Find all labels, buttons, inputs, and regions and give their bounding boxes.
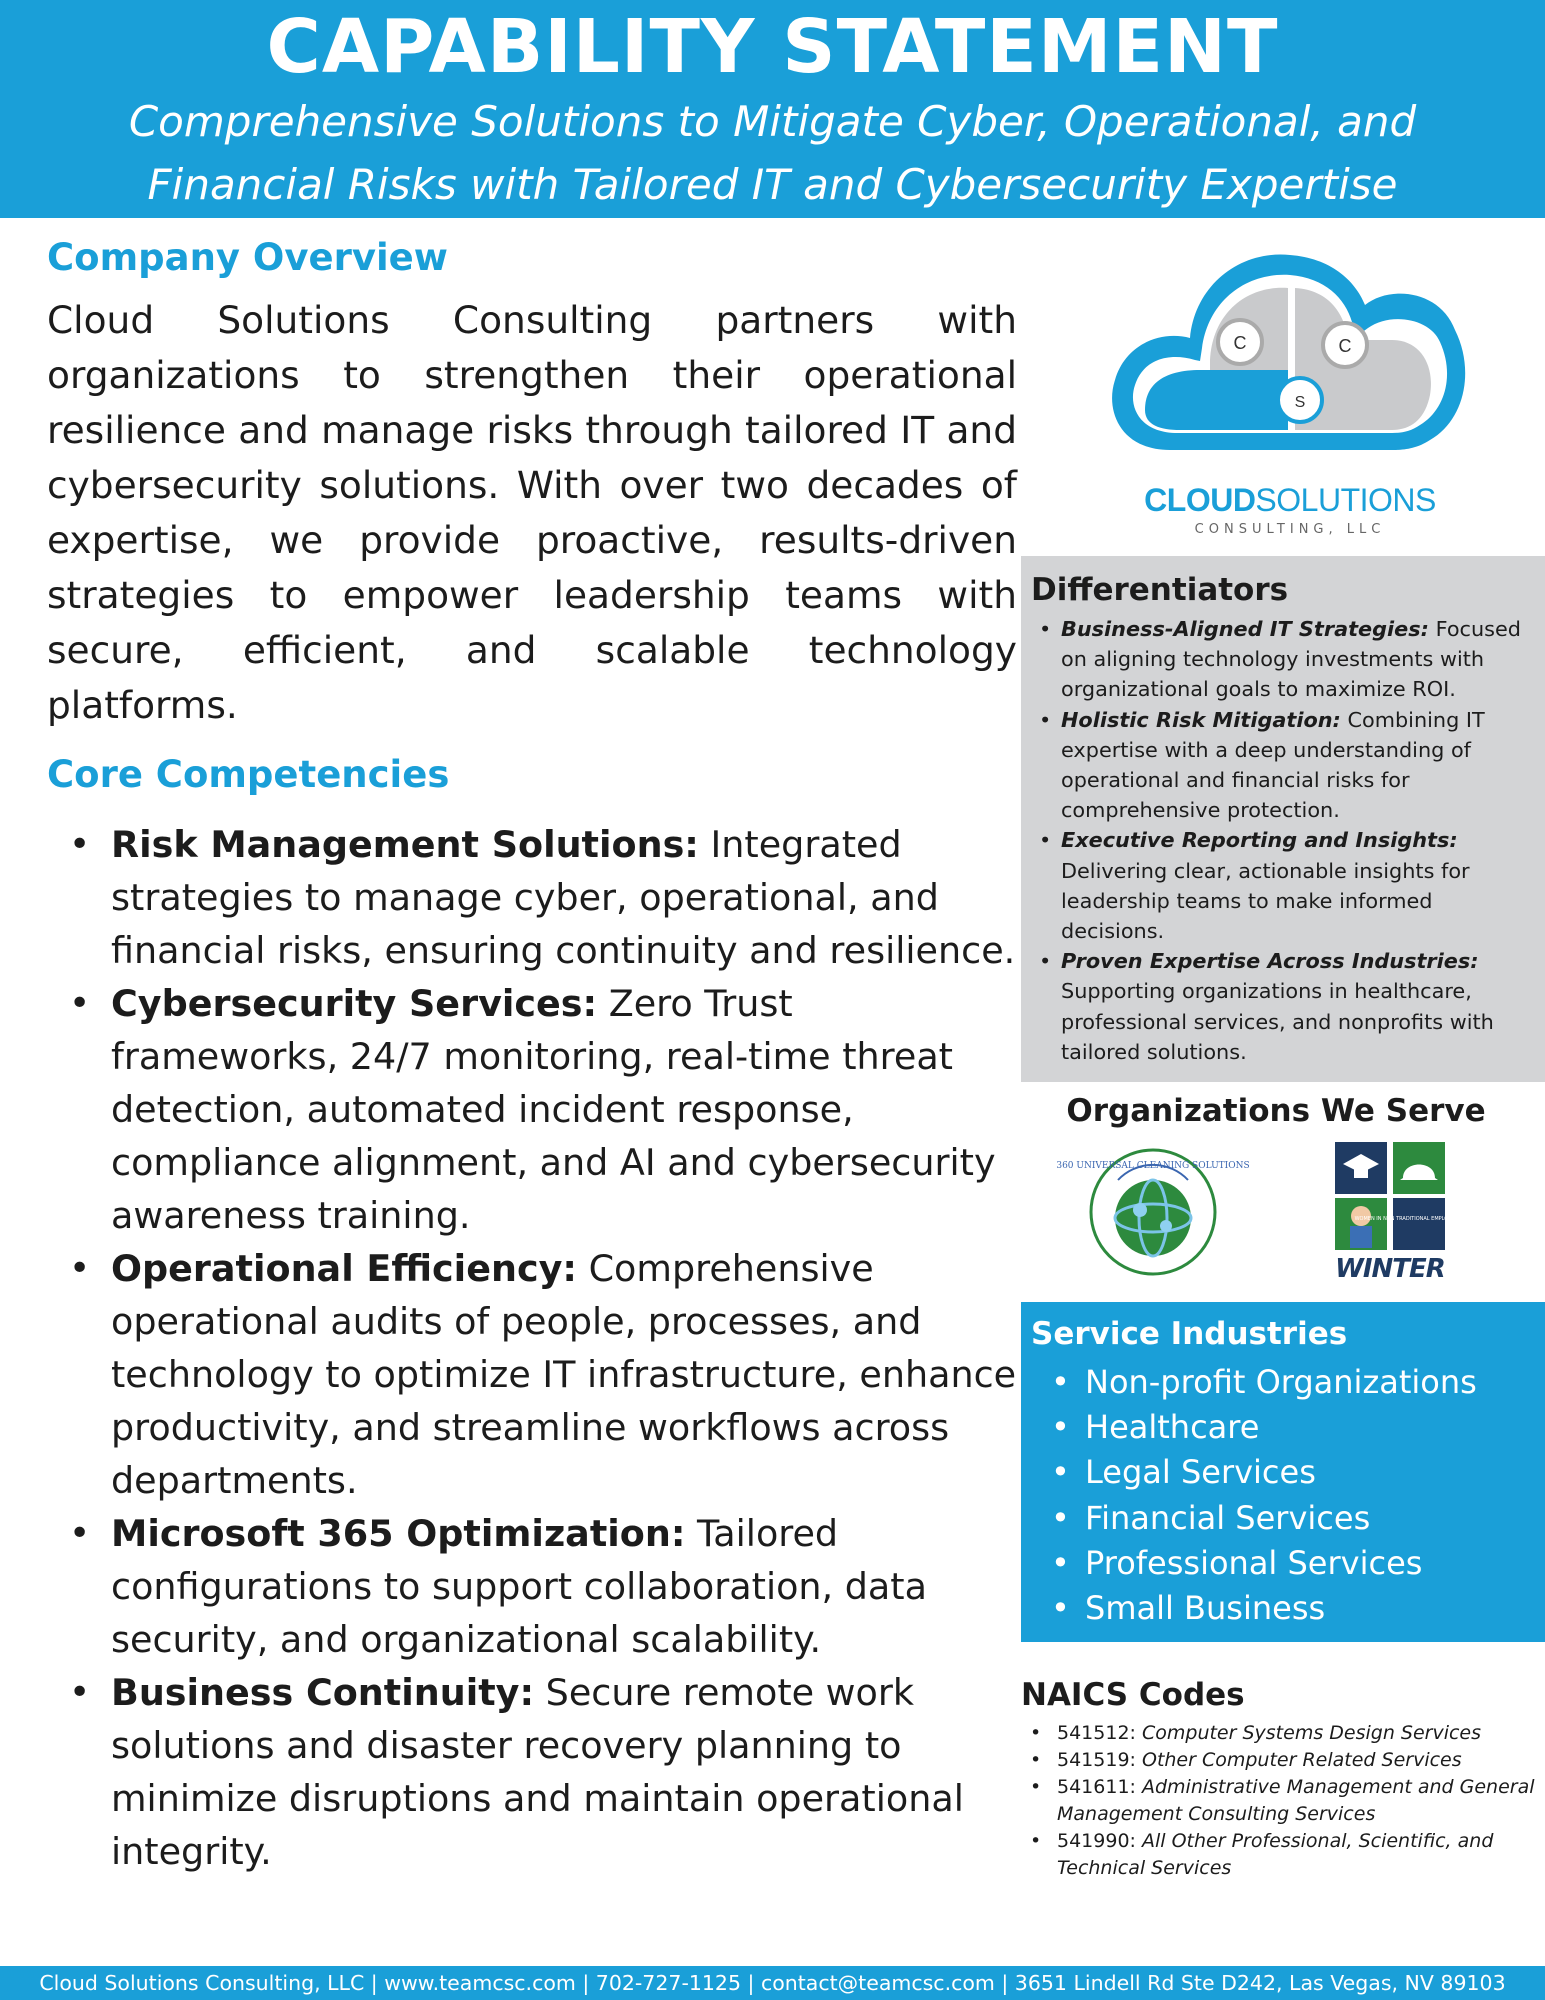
list-item: • Cybersecurity Services: Zero Trust frameworks, 24/7 monitoring, real-time threat detection, automated incident response, compliance alignment, and AI and cybersecurity awareness training.	[69, 982, 996, 1237]
list-item: • Healthcare	[1051, 1408, 1260, 1447]
winter-wordmark: WINTER	[1335, 1254, 1445, 1284]
list-item: • Risk Management Solutions: Integrated strategies to manage cyber, operational, and financial risks, ensuring continuity and resilience.	[69, 823, 1016, 972]
organizations-heading: Organizations We Serve	[1066, 1093, 1486, 1129]
footer-contact-bar: Cloud Solutions Consulting, LLC | www.teamcsc.com | 702-727-1125 | contact@teamcsc.com | 3651 Lindell Rd Ste D242, Las Vegas, NV 89103	[0, 1966, 1545, 2000]
service-industries-heading: Service Industries	[1031, 1316, 1348, 1352]
naics-heading: NAICS Codes	[1021, 1677, 1245, 1713]
list-item: • Business-Aligned IT Strategies: Focused on aligning technology investments with organizational goals to maximize ROI.	[1039, 617, 1521, 702]
differentiators-heading: Differentiators	[1031, 572, 1289, 608]
list-item: • Proven Expertise Across Industries: Supporting organizations in healthcare, professional services, and nonprofits with tailored solutions.	[1039, 949, 1494, 1064]
naics-section	[1021, 1672, 1545, 1882]
subtitle-line-2: Financial Risks with Tailored IT and Cybersecurity Expertise	[147, 160, 1398, 209]
list-item: • 541611: Administrative Management and General Management Consulting Services	[1030, 1776, 1535, 1825]
cleaning-globe-icon	[1056, 1140, 1250, 1280]
service-industries-panel	[1021, 1302, 1545, 1642]
core-competencies-heading: Core Competencies	[47, 753, 450, 796]
svg-text:C: C	[1338, 336, 1352, 356]
differentiators-panel	[1021, 556, 1545, 1082]
svg-text:S: S	[1294, 394, 1306, 411]
overview-text: Cloud Solutions Consulting partners with organizations to strengthen their operational resilience and manage risks through tailored IT and cybersecurity solutions. With over two decades of expertise, we provide proactive, results-driven strategies to empower leadership teams with secure, efficient, and scalable technology platforms.	[47, 298, 1017, 727]
universal-cleaning-logo	[1056, 1140, 1250, 1280]
list-item: • Business Continuity: Secure remote work solutions and disaster recovery planning to minimize disruptions and maintain operational integrity.	[69, 1671, 964, 1873]
overview-heading: Company Overview	[47, 236, 448, 279]
winter-logo	[1330, 1140, 1484, 1284]
svg-text:WOMEN IN NON TRADITIONAL EMPLO: WOMEN IN NON TRADITIONAL EMPLOYMENT ROLES	[1354, 1216, 1484, 1222]
list-item: • Financial Services	[1051, 1498, 1371, 1537]
naics-list	[1021, 1720, 1545, 1882]
list-item: • Professional Services	[1051, 1543, 1423, 1582]
differentiators-list	[1031, 614, 1535, 1067]
list-item: • Operational Efficiency: Comprehensive operational audits of people, processes, and technology to optimize IT infrastructure, enhance productivity, and streamline workflows across departments.	[69, 1247, 1017, 1502]
logo-wordmark: CLOUDSOLUTIONS	[1144, 482, 1436, 518]
cloud-puzzle-icon	[1100, 230, 1480, 470]
svg-text:C: C	[1233, 333, 1247, 353]
winter-emblem-icon	[1330, 1140, 1484, 1252]
list-item: • Non-profit Organizations	[1051, 1363, 1477, 1401]
list-item: • Holistic Risk Mitigation: Combining IT expertise with a deep understanding of operational and financial risks for comprehensive protection.	[1039, 707, 1485, 823]
core-competencies-list	[47, 818, 1017, 1878]
svg-text:360 UNIVERSAL CLEANING SOLUTIO: 360 UNIVERSAL CLEANING SOLUTIONS	[1056, 1161, 1250, 1171]
list-item: • 541990: All Other Professional, Scientific, and Technical Services	[1030, 1830, 1494, 1879]
list-item: • Small Business	[1051, 1589, 1326, 1628]
left-column	[47, 228, 1017, 1878]
list-item: • Microsoft 365 Optimization: Tailored configurations to support collaboration, data security, and organizational scalability.	[69, 1512, 927, 1661]
list-item: • 541519: Other Computer Related Services	[1030, 1749, 1462, 1771]
list-item: • Executive Reporting and Insights: Delivering clear, actionable insights for leadership teams to make informed decisions.	[1039, 828, 1470, 944]
service-industries-list	[1031, 1360, 1535, 1631]
list-item: • 541512: Computer Systems Design Services	[1030, 1722, 1482, 1744]
subtitle-line-1: Comprehensive Solutions to Mitigate Cyber, Operational, and	[128, 97, 1417, 146]
list-item: • Legal Services	[1051, 1453, 1316, 1492]
header-banner	[0, 0, 1545, 218]
page-title: CAPABILITY STATEMENT	[266, 4, 1279, 90]
company-logo	[1080, 230, 1500, 550]
logo-tagline: CONSULTING, LLC	[1194, 522, 1386, 537]
